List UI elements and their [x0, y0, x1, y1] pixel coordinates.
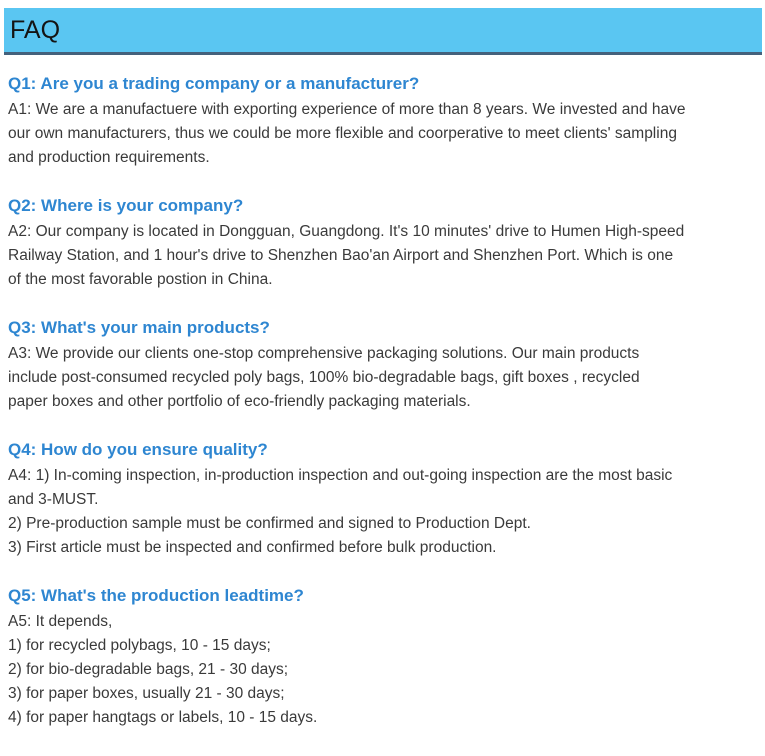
faq-section-2	[8, 194, 757, 292]
faq-question: Q4: How do you ensure quality?	[8, 440, 268, 459]
faq-answer-line: include post-consumed recycled poly bags, 100% bio-degradable bags, gift boxes , recycled	[8, 369, 640, 386]
faq-answer-line: 1) for recycled polybags, 10 - 15 days;	[8, 637, 271, 654]
faq-question: Q2: Where is your company?	[8, 196, 244, 215]
faq-question: Q5: What's the production leadtime?	[8, 586, 304, 605]
faq-section-1	[8, 72, 757, 170]
faq-answer-line: A2: Our company is located in Dongguan, Guangdong. It's 10 minutes' drive to Humen High-speed	[8, 223, 685, 240]
faq-answer-line: and production requirements.	[8, 149, 210, 166]
faq-header-bar	[4, 8, 762, 55]
faq-answer-line: A3: We provide our clients one-stop comprehensive packaging solutions. Our main products	[8, 345, 640, 362]
faq-answer-line: 2) Pre-production sample must be confirmed and signed to Production Dept.	[8, 515, 531, 532]
faq-section-4	[8, 438, 757, 560]
faq-answer-line: 4) for paper hangtags or labels, 10 - 15 days.	[8, 709, 318, 726]
faq-answer-line: A5: It depends,	[8, 613, 113, 630]
faq-answer-line: paper boxes and other portfolio of eco-friendly packaging materials.	[8, 393, 471, 410]
faq-question: Q1: Are you a trading company or a manufacturer?	[8, 74, 420, 93]
faq-section-3	[8, 316, 757, 414]
faq-answer-line: 3) for paper boxes, usually 21 - 30 days;	[8, 685, 285, 702]
faq-question: Q3: What's your main products?	[8, 318, 270, 337]
faq-answer-line: of the most favorable postion in China.	[8, 271, 273, 288]
faq-answer-line: A1: We are a manufactuere with exporting experience of more than 8 years. We invested and have	[8, 101, 686, 118]
faq-answer-line: our own manufacturers, thus we could be more flexible and coorperative to meet clients' sampling	[8, 125, 677, 142]
faq-section-5	[8, 584, 757, 730]
faq-header-title: FAQ	[10, 15, 61, 44]
faq-answer-line: 3) First article must be inspected and confirmed before bulk production.	[8, 539, 497, 556]
faq-answer-line: Railway Station, and 1 hour's drive to Shenzhen Bao'an Airport and Shenzhen Port. Which is one	[8, 247, 674, 264]
faq-answer-line: A4: 1) In-coming inspection, in-production inspection and out-going inspection are the most basic	[8, 467, 673, 484]
faq-answer-line: and 3-MUST.	[8, 491, 99, 508]
faq-content	[0, 72, 765, 730]
faq-answer-line: 2) for bio-degradable bags, 21 - 30 days;	[8, 661, 289, 678]
